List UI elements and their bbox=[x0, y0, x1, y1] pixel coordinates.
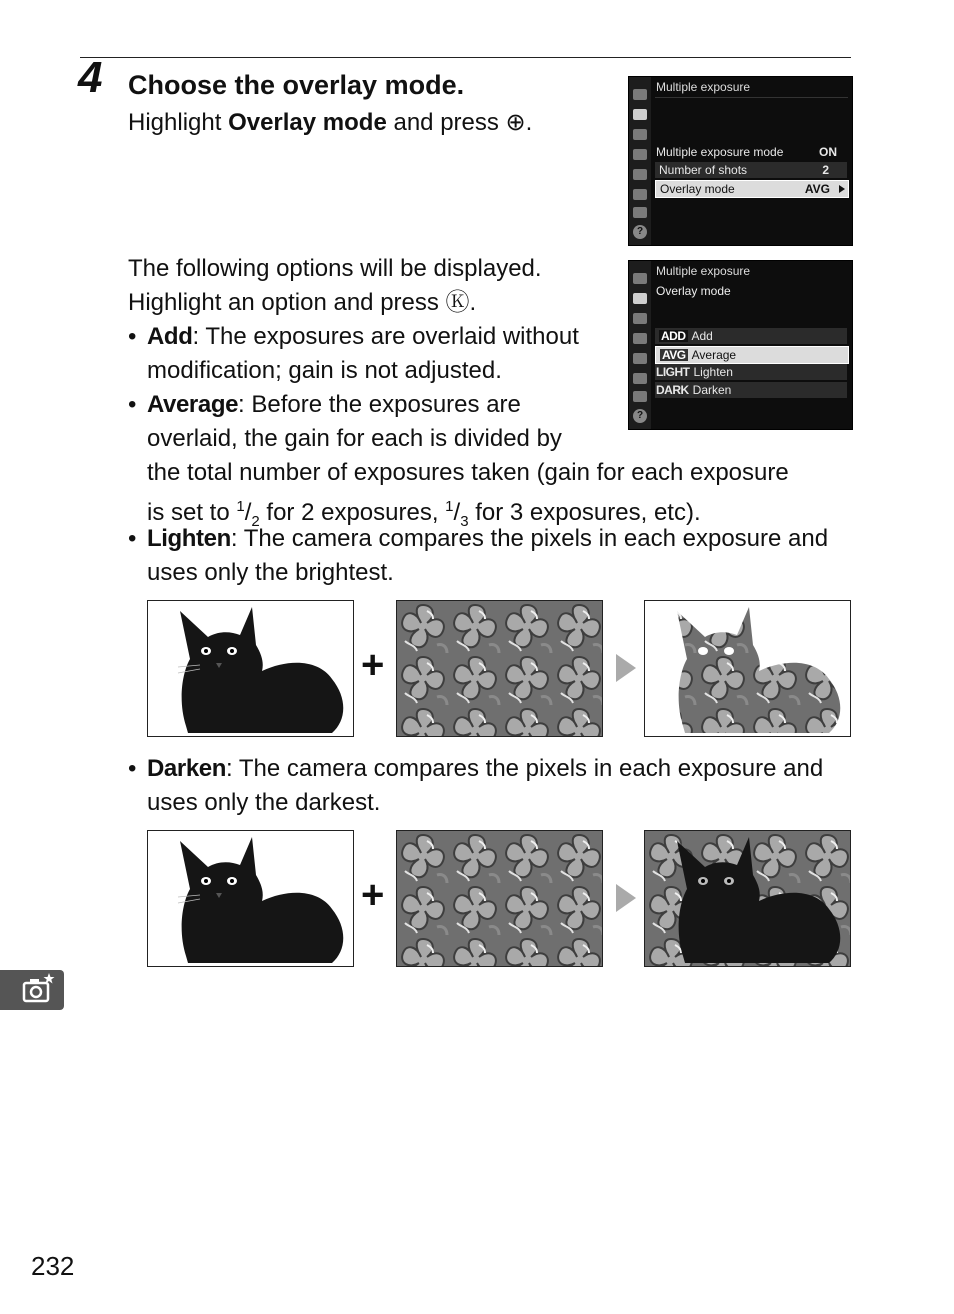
step-title: Choose the overlay mode. bbox=[128, 70, 465, 100]
menu-sidebar bbox=[629, 77, 651, 245]
example-cat-photo bbox=[147, 600, 354, 737]
bullet-lighten: • Lighten: The camera compares the pixels in each exposure and uses only the brightest. bbox=[128, 525, 829, 586]
bullet-darken: • Darken: The camera compares the pixels in each exposure and uses only the darkest. bbox=[128, 755, 824, 816]
playback-menu-icon bbox=[633, 273, 647, 284]
camera-star-icon bbox=[0, 970, 64, 1010]
playback-menu-icon bbox=[633, 89, 647, 100]
result-arrow-icon bbox=[612, 652, 638, 684]
example-cat-photo bbox=[147, 830, 354, 967]
plus-sign: + bbox=[361, 873, 385, 917]
option-lighten[interactable]: LIGHT Lighten bbox=[655, 364, 847, 380]
menu-sidebar bbox=[629, 261, 651, 429]
my-menu-icon bbox=[633, 391, 647, 402]
example-clover-photo bbox=[396, 830, 603, 967]
setup-menu-icon bbox=[633, 169, 647, 180]
option-average[interactable]: AVG Average bbox=[655, 346, 849, 364]
menu-row-overlay-mode[interactable]: Overlay mode AVG bbox=[655, 180, 849, 198]
help-icon: ? bbox=[633, 225, 647, 239]
multi-selector-right-icon: ⊕ bbox=[505, 109, 526, 136]
movie-menu-icon bbox=[633, 313, 647, 324]
example-clover-photo bbox=[396, 600, 603, 737]
retouch-menu-icon bbox=[633, 373, 647, 384]
option-darken[interactable]: DARK Darken bbox=[655, 382, 847, 398]
setup-menu-icon bbox=[633, 353, 647, 364]
example-darken-result bbox=[644, 830, 851, 967]
help-icon: ? bbox=[633, 409, 647, 423]
my-menu-icon bbox=[633, 207, 647, 218]
camera-menu-screen-1 bbox=[628, 76, 853, 246]
page-number: 232 bbox=[31, 1251, 75, 1281]
shooting-menu-icon bbox=[633, 109, 647, 120]
shooting-menu-icon bbox=[633, 293, 647, 304]
movie-menu-icon bbox=[633, 129, 647, 140]
top-rule bbox=[80, 57, 851, 58]
ok-button-icon: Ⓚ bbox=[445, 289, 470, 316]
options-intro: The following options will be displayed. Highlight an option and press Ⓚ. bbox=[128, 255, 542, 316]
shooting-menu-section-tab bbox=[0, 970, 64, 1010]
screen-title: Multiple exposure bbox=[656, 264, 751, 278]
chevron-right-icon bbox=[839, 185, 845, 193]
example-lighten-result bbox=[644, 600, 851, 737]
step-instruction: Highlight Overlay mode and press ⊕. bbox=[128, 109, 533, 136]
menu-row-number-of-shots[interactable]: Number of shots 2 bbox=[655, 162, 847, 178]
retouch-menu-icon bbox=[633, 189, 647, 200]
plus-sign: + bbox=[361, 643, 385, 687]
screen-subtitle: Overlay mode bbox=[656, 284, 731, 298]
custom-settings-icon bbox=[633, 333, 647, 344]
camera-menu-screen-2 bbox=[628, 260, 853, 430]
menu-row-multiple-exposure-mode[interactable]: Multiple exposure mode ON bbox=[656, 145, 837, 159]
option-add[interactable]: ADD Add bbox=[655, 328, 847, 344]
step-number: 4 bbox=[78, 53, 103, 102]
custom-settings-icon bbox=[633, 149, 647, 160]
result-arrow-icon bbox=[612, 882, 638, 914]
screen-title: Multiple exposure bbox=[656, 80, 751, 94]
title-divider bbox=[655, 97, 848, 98]
bullet-add: • Add: The exposures are overlaid without modification; gain is not adjusted. bbox=[128, 323, 579, 384]
bullet-average: • Average: Before the exposures are overlaid, the gain for each is divided by the total number of exposures taken (gain for each exposure is set to $^1/_2$ for 2 exposures, $^1/_3$ for 3 exposures, etc). bbox=[128, 391, 789, 530]
